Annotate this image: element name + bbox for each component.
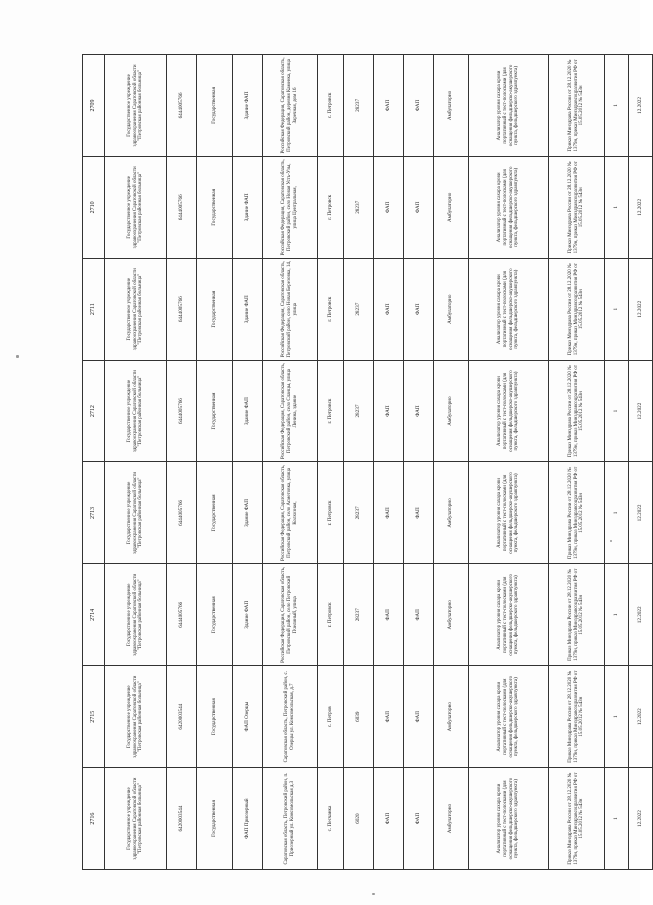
table-cell: 2710 bbox=[83, 156, 105, 258]
table-cell: г. Петровск bbox=[318, 360, 344, 462]
table-cell: Амбулаторно bbox=[434, 55, 469, 157]
table-cell: 6444005766 bbox=[167, 156, 197, 258]
row-unit-type-2 bbox=[404, 55, 434, 870]
row-organization-name bbox=[105, 55, 167, 870]
rotated-table-wrapper bbox=[82, 54, 643, 870]
table-cell: 1 bbox=[605, 564, 629, 666]
table-cell: 2711 bbox=[83, 258, 105, 360]
table-cell: ФАП bbox=[374, 666, 404, 768]
table-cell: Государственное учреждение здравоохранения Саратовской области "Петровская районная больница" bbox=[105, 156, 167, 258]
row-settlement bbox=[318, 55, 344, 870]
table-cell: 12.2022 bbox=[629, 768, 653, 870]
table-cell: Амбулаторно bbox=[434, 462, 469, 564]
table-cell: 1 bbox=[605, 55, 629, 157]
table-cell: Саратовская область, Петровский район, п. Приозерный ул. Комсомольская д.3 bbox=[263, 768, 318, 870]
table-cell: Государственная bbox=[197, 156, 233, 258]
table-cell: Анализатор уровня сахара крови портативный с тест-полосками (для оснащения фельдшерско-акушерского пункта, фельдшерского здравпункта) bbox=[469, 156, 549, 258]
table-cell: 1 bbox=[605, 462, 629, 564]
table-cell: 1 bbox=[605, 258, 629, 360]
table-cell: 6444005766 bbox=[167, 462, 197, 564]
table-cell: 6039 bbox=[344, 666, 374, 768]
table-cell: Анализатор уровня сахара крови портативный с тест-полосками (для оснащения фельдшерско-акушерского пункта, фельдшерского здравпункта) bbox=[469, 564, 549, 666]
table-cell: Приказ Минздрава России от 28.12.2020 № 1379н, приказ Минздравсоцразвития РФ от 15.05.2012 № 543н bbox=[549, 156, 605, 258]
table-cell: Здание ФАП bbox=[233, 258, 263, 360]
table-cell: Анализатор уровня сахара крови портативный с тест-полосками (для оснащения фельдшерско-акушерского пункта, фельдшерского здравпункта) bbox=[469, 258, 549, 360]
table-cell: Саратовская область, Петровский район, с. Озерцы ул. Комсомольская, д.7 bbox=[263, 666, 318, 768]
table-cell: Государственная bbox=[197, 564, 233, 666]
table-cell: Здание ФАП bbox=[233, 360, 263, 462]
table-cell: г. Петровск bbox=[318, 258, 344, 360]
table-cell: Амбулаторно bbox=[434, 666, 469, 768]
table-cell: Анализатор уровня сахара крови портативный с тест-полосками (для оснащения фельдшерско-акушерского пункта, фельдшерского здравпункта) bbox=[469, 768, 549, 870]
table-cell: Приказ Минздрава России от 28.12.2020 № 1379н, приказ Минздравсоцразвития РФ от 15.05.2012 № 543н bbox=[549, 360, 605, 462]
table-cell: Приказ Минздрава России от 28.12.2020 № 1379н, приказ Минздравсоцразвития РФ от 15.05.2012 № 543н bbox=[549, 768, 605, 870]
table-cell: с. Петров bbox=[318, 666, 344, 768]
table-cell: 6444005766 bbox=[167, 258, 197, 360]
table-cell: Здание ФАП bbox=[233, 564, 263, 666]
table-cell: Государственная bbox=[197, 666, 233, 768]
row-quantity bbox=[605, 55, 629, 870]
table-cell: Государственное учреждение здравоохранения Саратовской области "Петровская районная больница" bbox=[105, 768, 167, 870]
table-cell: Российская Федерация, Саратовская область, Петровский район, село Сланцы, улица Ленина, здание bbox=[263, 360, 318, 462]
table-cell: 1 bbox=[605, 360, 629, 462]
table-cell: 28237 bbox=[344, 462, 374, 564]
table-cell: 1 bbox=[605, 666, 629, 768]
table-cell: ФАП Приозерный bbox=[233, 768, 263, 870]
table-cell: Амбулаторно bbox=[434, 258, 469, 360]
table-cell: Государственное учреждение здравоохранения Саратовской области "Петровская районная больница" bbox=[105, 564, 167, 666]
table-cell: ФАП bbox=[404, 360, 434, 462]
table-cell: с. Петровск bbox=[318, 55, 344, 157]
table-cell: ФАП bbox=[404, 564, 434, 666]
table-cell: Анализатор уровня сахара крови портативный с тест-полосками (для оснащения фельдшерско-акушерского пункта, фельдшерского здравпункта) bbox=[469, 55, 549, 157]
table-cell: 12.2022 bbox=[629, 156, 653, 258]
table-cell: ФАП bbox=[404, 768, 434, 870]
scan-speck bbox=[610, 540, 612, 542]
table-cell: Государственное учреждение здравоохранения Саратовской области "Петровская районная больница" bbox=[105, 55, 167, 157]
table-cell: Российская Федерация, Саратовская область, Петровский район, село Асметовка, улица Колхозная, bbox=[263, 462, 318, 564]
table-cell: Российская Федерация, Саратовская область, Петровский район, село Петровский Пчелиный, улица bbox=[263, 564, 318, 666]
table-cell: Государственное учреждение здравоохранения Саратовской области "Петровская районная больница" bbox=[105, 360, 167, 462]
table-cell: 6420003544 bbox=[167, 666, 197, 768]
table-cell: ФАП bbox=[374, 156, 404, 258]
table-cell: ФАП bbox=[374, 55, 404, 157]
table-cell: Государственное учреждение здравоохранения Саратовской области "Петровская районная больница" bbox=[105, 666, 167, 768]
equipment-table bbox=[82, 54, 653, 870]
table-cell: ФАП bbox=[374, 258, 404, 360]
table-cell: Российская Федерация, Саратовская область, Петровский район, село Новая Усть-Узы, улица Центральная, bbox=[263, 156, 318, 258]
table-cell: 2716 bbox=[83, 768, 105, 870]
table-cell: Государственное учреждение здравоохранения Саратовской области "Петровская районная больница" bbox=[105, 258, 167, 360]
table-cell: Российская Федерация, Саратовская область, Петровский район, деревня Каменка, улица Заречная, дом 16 bbox=[263, 55, 318, 157]
table-cell: Приказ Минздрава России от 28.12.2020 № 1379н, приказ Минздравсоцразвития РФ от 15.05.2012 № 543н bbox=[549, 462, 605, 564]
row-order bbox=[549, 55, 605, 870]
table-cell: Приказ Минздрава России от 28.12.2020 № 1379н, приказ Минздравсоцразвития РФ от 15.05.2012 № 543н bbox=[549, 55, 605, 157]
table-cell: ФАП bbox=[374, 564, 404, 666]
table-cell: 12.2022 bbox=[629, 360, 653, 462]
table-cell: г. Петровск bbox=[318, 462, 344, 564]
table-cell: 2714 bbox=[83, 564, 105, 666]
table-cell: 28237 bbox=[344, 360, 374, 462]
table-cell: 6444005766 bbox=[167, 55, 197, 157]
row-building bbox=[233, 55, 263, 870]
table-cell: 6420003544 bbox=[167, 768, 197, 870]
table-cell: Анализатор уровня сахара крови портативный с тест-полосками (для оснащения фельдшерско-акушерского пункта, фельдшерского здравпункта) bbox=[469, 462, 549, 564]
table-cell: 1 bbox=[605, 156, 629, 258]
row-care-condition bbox=[434, 55, 469, 870]
table-cell: Государственная bbox=[197, 55, 233, 157]
table-cell: г. Петровск bbox=[318, 156, 344, 258]
table-cell: 12.2022 bbox=[629, 55, 653, 157]
table-cell: Государственная bbox=[197, 258, 233, 360]
table-cell: Здание ФАП bbox=[233, 156, 263, 258]
table-cell: Российская Федерация, Саратовская область, Петровский район, село Новая Березовка, 14, улица bbox=[263, 258, 318, 360]
table-cell: ФАП bbox=[374, 360, 404, 462]
table-cell: 12.2022 bbox=[629, 666, 653, 768]
table-cell: Государственная bbox=[197, 360, 233, 462]
table-cell: 12.2022 bbox=[629, 258, 653, 360]
row-address bbox=[263, 55, 318, 870]
row-code bbox=[344, 55, 374, 870]
table-cell: 28237 bbox=[344, 156, 374, 258]
table-cell: 2709 bbox=[83, 55, 105, 157]
table-cell: 1 bbox=[605, 768, 629, 870]
row-inn bbox=[167, 55, 197, 870]
row-ownership-type bbox=[197, 55, 233, 870]
table-cell: 28237 bbox=[344, 258, 374, 360]
table-cell: 6444005766 bbox=[167, 360, 197, 462]
table-cell: 28237 bbox=[344, 55, 374, 157]
table-cell: ФАП bbox=[404, 258, 434, 360]
table-cell: Приказ Минздрава России от 28.12.2020 № 1379н, приказ Минздравсоцразвития РФ от 15.05.2012 № 543н bbox=[549, 666, 605, 768]
table-cell: Амбулаторно bbox=[434, 360, 469, 462]
table-cell: с. Песчанка bbox=[318, 768, 344, 870]
table-cell: 6020 bbox=[344, 768, 374, 870]
table-cell: Амбулаторно bbox=[434, 156, 469, 258]
table-cell: ФАП bbox=[374, 462, 404, 564]
table-cell: 2713 bbox=[83, 462, 105, 564]
table-cell: Здание ФАП bbox=[233, 55, 263, 157]
row-record-id bbox=[83, 55, 105, 870]
table-cell: 12.2022 bbox=[629, 564, 653, 666]
table-cell: Государственная bbox=[197, 768, 233, 870]
table-cell: Приказ Минздрава России от 28.12.2020 № 1379н, приказ Минздравсоцразвития РФ от 15.05.2012 № 543н bbox=[549, 258, 605, 360]
table-cell: Государственное учреждение здравоохранения Саратовской области "Петровская районная больница" bbox=[105, 462, 167, 564]
row-date bbox=[629, 55, 653, 870]
table-cell: ФАП bbox=[404, 55, 434, 157]
table-cell: Амбулаторно bbox=[434, 768, 469, 870]
table-cell: ФАП bbox=[404, 156, 434, 258]
scan-speck bbox=[372, 893, 375, 895]
table-cell: г. Петровск bbox=[318, 564, 344, 666]
table-cell: ФАП bbox=[404, 666, 434, 768]
table-cell: 2712 bbox=[83, 360, 105, 462]
table-cell: Анализатор уровня сахара крови портативный с тест-полосками (для оснащения фельдшерско-акушерского пункта, фельдшерского здравпункта) bbox=[469, 666, 549, 768]
table-cell: 2715 bbox=[83, 666, 105, 768]
table-cell: Анализатор уровня сахара крови портативный с тест-полосками (для оснащения фельдшерско-акушерского пункта, фельдшерского здравпункта) bbox=[469, 360, 549, 462]
row-equipment bbox=[469, 55, 549, 870]
scan-speck bbox=[16, 355, 19, 358]
table-cell: 12.2022 bbox=[629, 462, 653, 564]
table-cell: ФАП bbox=[404, 462, 434, 564]
table-cell: Здание ФАП bbox=[233, 462, 263, 564]
table-cell: ФАП Озерцы bbox=[233, 666, 263, 768]
table-cell: ФАП bbox=[374, 768, 404, 870]
row-unit-type bbox=[374, 55, 404, 870]
table-cell: Амбулаторно bbox=[434, 564, 469, 666]
table-cell: Приказ Минздрава России от 28.12.2020 № 1379н, приказ Минздравсоцразвития РФ от 15.05.2012 № 543н bbox=[549, 564, 605, 666]
table-cell: Государственная bbox=[197, 462, 233, 564]
table-cell: 28237 bbox=[344, 564, 374, 666]
table-cell: 6444005766 bbox=[167, 564, 197, 666]
